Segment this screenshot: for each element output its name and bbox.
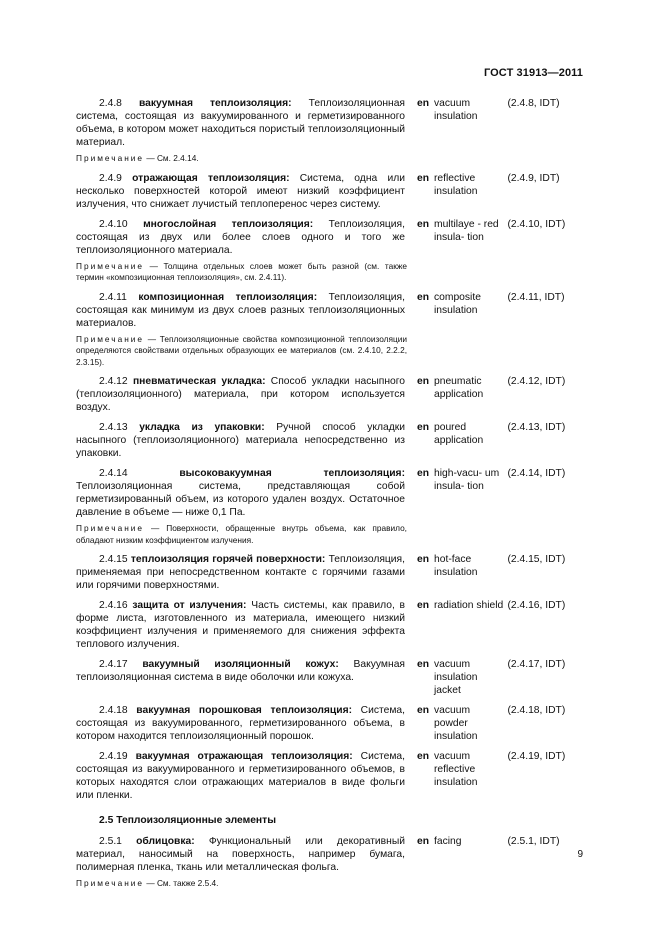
iso-reference: (2.4.10, IDT)	[507, 218, 566, 230]
english-term: vacuum powder insulation	[434, 705, 478, 742]
term-definition	[76, 704, 405, 743]
term-note	[76, 523, 407, 546]
note-text: — Теплоизоляционные свойства композиционной теплоизоляции определяются свойствами отдельных образующих ее материалов (см. 2.4.10, 2.2.2, 2.3.15).	[76, 333, 407, 367]
language-code: en	[417, 291, 430, 303]
term-number: 2.4.18	[99, 705, 128, 716]
note-label: Примечание	[76, 523, 145, 533]
term-row	[76, 658, 586, 697]
term-definition	[76, 375, 405, 414]
term-number: 2.4.8	[99, 98, 122, 109]
iso-reference: (2.5.1, IDT)	[507, 836, 560, 847]
term-definition-text: Система, состоящая из вакуумированного и герметизированного объемов, в которых находятся слои отражающих материалов в виде фольги или пленки.	[76, 751, 405, 801]
note-label: Примечание	[76, 153, 145, 163]
term-name: теплоизоляция горячей поверхности:	[130, 554, 326, 565]
iso-reference: (2.4.8, IDT)	[507, 98, 560, 109]
term-definition-text: Система, одна или несколько поверхностей которой имеют низкий коэффициент излучения, что снижает лучистый теплоперенос через систему.	[76, 172, 405, 210]
terms-content	[76, 97, 586, 897]
iso-reference: (2.4.15, IDT)	[507, 554, 566, 565]
term-entry	[76, 750, 586, 802]
english-term: reflective insulation	[434, 172, 478, 197]
note-text: — См. также 2.5.4.	[144, 878, 219, 888]
term-row	[76, 172, 586, 211]
note-text: — Толщина отдельных слоев может быть разной (см. также термин «композиционная теплоизоляция», см. 2.4.11).	[76, 260, 407, 282]
iso-reference: (2.4.12, IDT)	[507, 376, 566, 387]
english-equivalent	[417, 750, 504, 789]
english-term: radiation shield	[434, 600, 504, 611]
english-equivalent	[417, 291, 504, 317]
term-name: облицовка:	[136, 836, 195, 847]
term-number: 2.4.16	[99, 600, 128, 611]
section-number: 2.5	[99, 815, 114, 826]
term-definition-text: Вакуумная теплоизоляционная система в виде оболочки или кожуха.	[76, 659, 405, 683]
term-name: высоковакуумная теплоизоляция:	[179, 468, 405, 479]
language-code: en	[417, 218, 430, 230]
term-name: вакуумная теплоизоляция:	[138, 98, 292, 109]
term-definition	[76, 421, 405, 460]
term-definition-text: Теплоизоляционная система, представляющая собой герметизированный объем, из которого удален воздух. Остаточное давление в объеме — ниже 0,1 Па.	[76, 481, 405, 518]
term-name: композиционная теплоизоляция:	[138, 291, 318, 303]
term-name: отражающая теплоизоляция:	[132, 172, 290, 184]
term-number: 2.4.17	[99, 659, 128, 670]
iso-reference: (2.4.14, IDT)	[507, 468, 566, 479]
english-equivalent	[417, 97, 504, 123]
terms-list-2	[76, 835, 586, 890]
language-code: en	[417, 468, 430, 479]
term-definition-text: Ручной способ укладки насыпного (теплоизоляционного) материала непосредственно из упаковки.	[76, 422, 405, 459]
term-definition-text: Система, состоящая из вакуумированного, герметизированного объема, в котором находится теплоизоляционный порошок.	[76, 705, 405, 742]
note-text: — См. 2.4.14.	[144, 153, 199, 163]
iso-reference: (2.4.16, IDT)	[507, 600, 566, 611]
term-definition	[76, 599, 405, 651]
iso-reference: (2.4.17, IDT)	[507, 659, 566, 670]
term-row	[76, 291, 586, 330]
english-term: high-vacu- um insula- tion	[434, 468, 500, 492]
language-code: en	[417, 376, 430, 387]
iso-reference: (2.4.19, IDT)	[507, 751, 566, 762]
english-equivalent	[417, 704, 504, 743]
term-number: 2.4.19	[99, 751, 128, 762]
term-row	[76, 421, 586, 460]
iso-reference: (2.4.9, IDT)	[507, 172, 560, 184]
term-entry	[76, 835, 586, 890]
term-entry	[76, 467, 586, 546]
term-row	[76, 704, 586, 743]
english-term: poured application	[434, 422, 484, 446]
english-equivalent	[417, 467, 504, 493]
term-name: укладка из упаковки:	[139, 422, 265, 433]
term-row	[76, 375, 586, 414]
term-definition-text: Теплоизоляционная система, состоящая из вакуумированного и герметизированного объема, в котором может находиться пористый теплоизоляционный материал.	[76, 98, 405, 148]
english-equivalent	[417, 658, 504, 697]
term-definition	[76, 750, 405, 802]
term-definition	[76, 97, 405, 149]
english-term: multilaye - red insula- tion	[434, 218, 499, 243]
terms-list	[76, 97, 586, 802]
english-equivalent	[417, 375, 504, 401]
language-code: en	[417, 554, 430, 565]
term-row	[76, 750, 586, 802]
language-code: en	[417, 422, 430, 433]
iso-reference: (2.4.13, IDT)	[507, 422, 566, 433]
english-term: vacuum insulation	[434, 98, 478, 122]
term-note	[76, 153, 407, 165]
term-name: защита от излучения:	[132, 600, 247, 611]
page-number: 9	[577, 849, 583, 860]
language-code: en	[417, 98, 430, 109]
note-label: Примечание	[76, 333, 145, 344]
iso-reference: (2.4.18, IDT)	[507, 705, 566, 716]
term-definition	[76, 467, 405, 519]
term-row	[76, 218, 586, 257]
term-entry	[76, 421, 586, 460]
term-entry	[76, 218, 586, 284]
note-text: — Поверхности, обращенные внутрь объема, как правило, обладают низким коэффициентом излучения.	[76, 523, 407, 545]
term-entry	[76, 375, 586, 414]
term-number: 2.4.11	[99, 291, 127, 303]
term-number: 2.4.13	[99, 422, 128, 433]
english-equivalent	[417, 421, 504, 447]
term-row	[76, 599, 586, 651]
term-definition	[76, 291, 405, 330]
term-note	[76, 261, 407, 284]
english-equivalent	[417, 553, 504, 579]
term-entry	[76, 291, 586, 369]
term-definition-text: Функциональный или декоративный материал, наносимый на поверхность, например бумага, полимерная пленка, ткань или металлическая фольга.	[76, 836, 405, 873]
term-entry	[76, 97, 586, 165]
english-equivalent	[417, 599, 504, 612]
term-number: 2.5.1	[99, 836, 122, 847]
term-definition	[76, 658, 405, 684]
language-code: en	[417, 659, 430, 670]
document-code: ГОСТ 31913—2011	[483, 67, 583, 79]
english-term: hot-face insulation	[434, 554, 478, 578]
term-entry	[76, 553, 586, 592]
term-definition-text: Теплоизоляция, состоящая из двух или более слоев одного и того же теплоизоляционного материала.	[76, 218, 405, 256]
term-entry	[76, 172, 586, 211]
english-term: vacuum insulation jacket	[434, 659, 478, 696]
section-heading	[76, 814, 586, 827]
language-code: en	[417, 600, 430, 611]
language-code: en	[417, 705, 430, 716]
note-label: Примечание	[76, 260, 145, 271]
note-label: Примечание	[76, 878, 145, 888]
term-name: многослойная теплоизоляция:	[143, 218, 314, 230]
english-equivalent	[417, 218, 504, 244]
term-definition-text: Способ укладки насыпного (теплоизоляционного) материала, при котором используется воздух.	[76, 376, 405, 413]
term-number: 2.4.9	[99, 172, 122, 184]
english-term: composite insulation	[434, 291, 481, 316]
term-row	[76, 97, 586, 149]
term-entry	[76, 599, 586, 651]
iso-reference: (2.4.11, IDT)	[507, 291, 565, 303]
term-number: 2.4.14	[99, 468, 128, 479]
english-term: pneumatic application	[434, 376, 484, 400]
term-row	[76, 835, 586, 874]
term-note	[76, 334, 407, 369]
term-definition-text: Теплоизоляция, состоящая как минимум из двух слоев разных теплоизоляционных материалов.	[76, 291, 405, 329]
term-number: 2.4.12	[99, 376, 128, 387]
term-definition	[76, 218, 405, 257]
term-row	[76, 467, 586, 519]
term-name: вакуумная порошковая теплоизоляция:	[136, 705, 353, 716]
term-definition-text: Часть системы, как правило, в форме листа, изготовленного из материала, имеющего низкий коэффициент излучения и применяемого для снижения эффекта теплового излучения.	[76, 600, 405, 650]
term-entry	[76, 704, 586, 743]
term-name: вакуумная отражающая теплоизоляция:	[135, 751, 353, 762]
language-code: en	[417, 836, 430, 847]
term-definition	[76, 835, 405, 874]
term-name: пневматическая укладка:	[132, 376, 266, 387]
term-name: вакуумный изоляционный кожух:	[142, 659, 339, 670]
english-equivalent	[417, 172, 504, 198]
term-note	[76, 878, 407, 890]
term-definition-text: Теплоизоляция, применяемая при непосредственном контакте с горячими газами или горячими поверхностями.	[76, 554, 405, 591]
language-code: en	[417, 751, 430, 762]
term-number: 2.4.15	[99, 554, 128, 565]
term-definition	[76, 553, 405, 592]
term-definition	[76, 172, 405, 211]
english-term: facing	[434, 836, 462, 847]
term-number: 2.4.10	[99, 218, 128, 230]
term-row	[76, 553, 586, 592]
english-term: vacuum reflective insulation	[434, 751, 478, 788]
language-code: en	[417, 172, 430, 184]
english-equivalent	[417, 835, 504, 848]
term-entry	[76, 658, 586, 697]
section-title: Теплоизоляционные элементы	[116, 815, 276, 826]
